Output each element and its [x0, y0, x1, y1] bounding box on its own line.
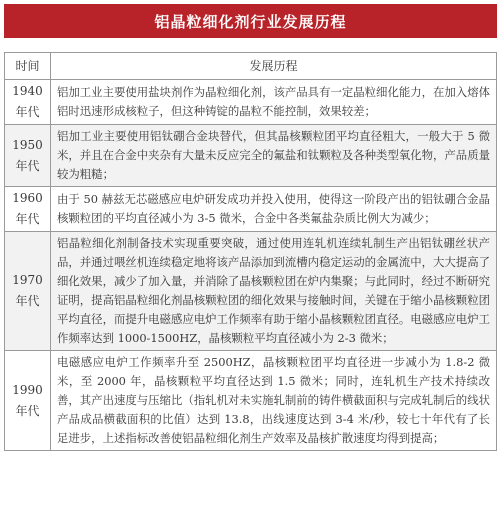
- era-year: 1990: [12, 382, 43, 397]
- header-time: 时间: [5, 53, 51, 80]
- era-cell: [5, 232, 51, 351]
- era-cell: [5, 125, 51, 187]
- era-cell: [5, 187, 51, 232]
- history-text: 由于 50 赫兹无芯磁感应电炉研发成功并投入使用，使得这一阶段产出的铝钛硼合金晶核颗粒团的平均直径减小为 3-5 微米，合金中各类氟盐杂质比例大为减少；: [51, 187, 497, 232]
- era-year: 1950: [12, 137, 43, 152]
- era-year: 1970: [12, 273, 43, 287]
- table-row: [5, 232, 497, 351]
- table-row: [5, 125, 497, 187]
- table-row: [5, 80, 497, 125]
- table-row: [5, 187, 497, 232]
- page-title: 铝晶粒细化剂行业发展历程: [4, 4, 497, 38]
- history-text: 电磁感应电炉工作频率升至 2500HZ，晶核颗粒团平均直径进一步减小为 1.8-2 微米，至 2000 年，晶核颗粒平均直径达到 1.5 微米；同时，连轧机生产技术持续改善，其产出速度与压缩比（指轧机对未实施轧制前的铸件横截面积与完成轧制后的线状产品成品横截面积的比值）达到 13.8，出线速度达到 3-4 米/秒，较七十年代有了长足进步，上述指标改善使铝晶粒细化剂生产效率及晶核扩散速度均得到提高；: [51, 351, 497, 451]
- document-frame: [4, 4, 497, 514]
- history-text: 铝晶粒细化剂制备技术实现重要突破，通过使用连轧机连续轧制生产出铝钛硼丝状产品，并通过喂丝机连续稳定地将该产品添加到流槽内稳定运动的金属流中，大大提高了细化效果，减少了加入量，并消除了晶核颗粒团在炉内集聚；与此同时，经过不断研究证明，提高铝晶粒细化剂晶核颗粒团的细化效果与接触时间，关键在于缩小晶核颗粒团平均直径，而提升电磁感应电炉工作频率有助于缩小晶核颗粒团直径。电磁感应电炉工作频率达到 1000-1500HZ，晶核颗粒平均直径减小为 2-3 微米；: [51, 232, 497, 351]
- table-row: [5, 351, 497, 451]
- table-header-row: [5, 53, 497, 80]
- era-suffix: 年代: [15, 403, 40, 418]
- era-suffix: 年代: [15, 158, 40, 173]
- era-cell: [5, 351, 51, 451]
- era-suffix: 年代: [15, 105, 40, 119]
- era-suffix: 年代: [15, 212, 40, 226]
- history-table: [4, 52, 497, 451]
- era-cell: [5, 80, 51, 125]
- era-year: 1960: [12, 191, 43, 205]
- era-suffix: 年代: [15, 294, 40, 308]
- history-text: 铝加工业主要使用铝钛硼合金块替代，但其晶核颗粒团平均直径粗大，一般大于 5 微米，并且在合金中夹杂有大量未反应完全的氟盐和钛颗粒及各种类型氧化物，产品质量较为粗糙；: [51, 125, 497, 187]
- era-year: 1940: [12, 84, 43, 98]
- history-text: 铝加工业主要使用盐块剂作为晶粒细化剂，该产品具有一定晶粒细化能力，在加入熔体铝时迅速形成核粒子，但这种铸锭的晶粒不能控制，效果较差；: [51, 80, 497, 125]
- header-history: 发展历程: [51, 53, 497, 80]
